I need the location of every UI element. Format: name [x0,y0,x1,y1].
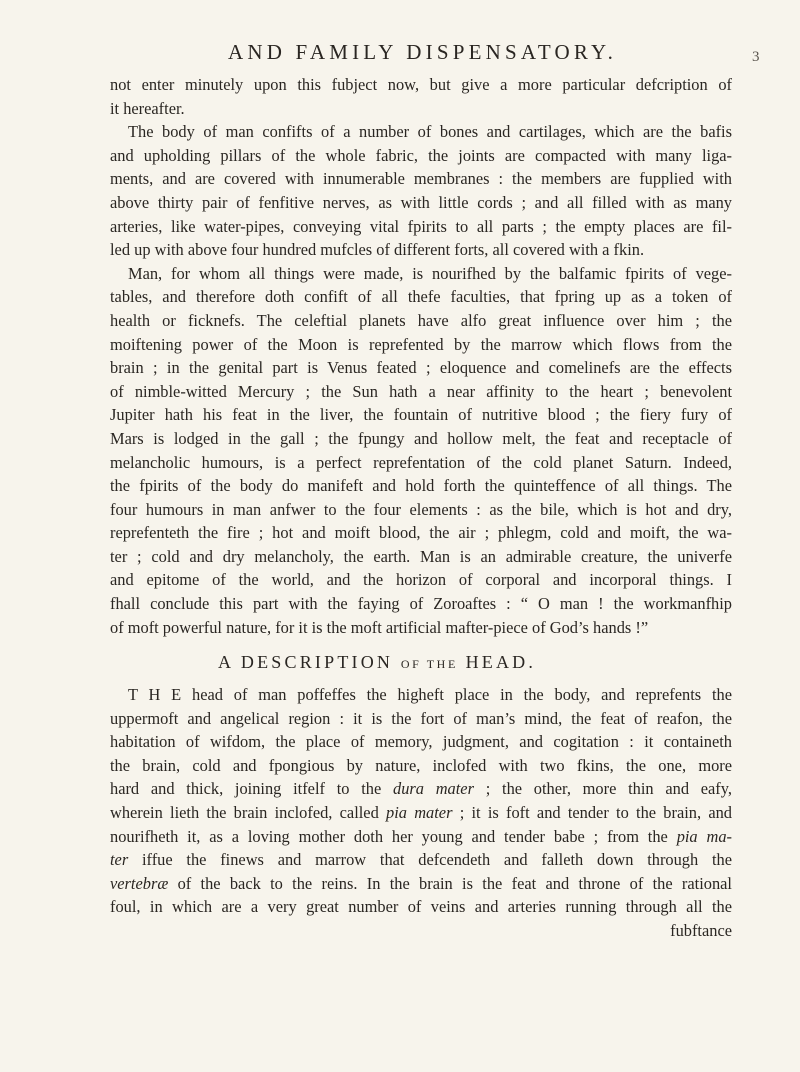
text-line: the fpirits of the body do manifeft and hold forth the quinteffence of all things. The [110,476,732,496]
text-line [110,825,732,849]
text-line: melancholic humours, is a perfect reprefentation of the cold planet Saturn. Indeed, [110,452,732,472]
text-line: of moft powerful nature, for it is the moft artificial mafter-piece of God’s hands !” [110,617,649,637]
text-line [110,848,732,872]
text-line: foul, in which are a very great number of veins and arteries running through all the [110,897,732,917]
text-line: uppermoft and angelical region : it is the fort of man’s mind, the feat of reafon, the [110,708,732,728]
page-number: 3 [752,49,760,65]
text-run: wherein lieth the brain inclofed, called [110,802,387,822]
section-heading [218,652,536,673]
text-line: not enter minutely upon this fubject now, but give a more particular defcription of [110,75,732,94]
text-run: hard and thick, joining itfelf to the [110,779,393,799]
text-line [110,801,732,825]
text-line: The body of man confifts of a number of bones and cartilages, which are the bafis [128,122,732,142]
text-line: above thirty pair of fenfitive nerves, as with little cords ; and all filled with as many [110,192,732,212]
section-heading-part: A DESCRIPTION [218,652,394,672]
text-line: the brain, cold and fpongious by nature, inclofed with two fkins, the one, more [110,755,732,775]
text-run: of the back to the reins. In the brain is the feat and throne of the rational [168,873,732,893]
text-line: health or ficknefs. The celeftial planets have alfo great influence over him ; the [110,310,732,330]
text-line: T H E head of man poffeffes the higheft place in the body, and reprefents the [128,685,732,704]
section-heading-part: OF THE [400,657,458,671]
text-line: tables, and therefore doth confift of all thefe faculties, that fpring up as a token of [110,287,732,307]
section-heading-part: HEAD. [465,652,537,672]
latin-term: pia mater [386,802,453,822]
running-head: AND FAMILY DISPENSATORY. [228,40,618,64]
body-text-2 [110,683,732,943]
text-line: it hereafter. [110,98,185,118]
text-run: ; it is foft and tender to the brain, and [452,802,732,822]
text-line: habitation of wifdom, the place of memory, judgment, and cogitation : it containeth [110,732,732,752]
text-line: and upholding pillars of the whole fabric, the joints are compacted with many liga- [110,145,732,165]
text-line [110,872,732,896]
text-run: nourifheth it, as a loving mother doth her young and tender babe ; from the [110,826,677,846]
text-run: iffue the finews and marrow that defcendeth and falleth down through the [128,850,732,870]
latin-term: vertebræ [110,873,169,893]
text-line [110,777,732,801]
text-run: ; the other, more thin and eafy, [473,779,732,799]
text-line: of nimble-witted Mercury ; the Sun hath a near affinity to the heart ; benevolent [110,381,732,401]
text-line: Mars is lodged in the gall ; the fpungy and hollow melt, the feat and receptacle of [110,428,732,448]
text-line: reprefenteth the fire ; hot and moift blood, the air ; phlegm, cold and moift, the wa- [110,523,732,543]
body-text-1 [110,73,732,639]
text-line: ments, and are covered with innumerable membranes : the members are fupplied with [110,169,732,189]
text-line: arteries, like water-pipes, conveying vital fpirits to all parts ; the empty places are fil- [110,216,732,236]
latin-term: dura mater [393,779,474,799]
latin-term: ter [110,850,129,870]
text-line: four humours in man anfwer to the four elements : as the bile, which is hot and dry, [110,499,732,519]
text-line: brain ; in the genital part is Venus feated ; eloquence and comelinefs are the effects [110,358,732,378]
text-line: led up with above four hundred mufcles of different forts, all covered with a fkin. [110,240,645,260]
text-line: Man, for whom all things were made, is nourifhed by the balfamic fpirits of vege- [128,263,732,283]
text-line: fhall conclude this part with the faying of Zoroaftes : “ O man ! the workmanfhip [110,594,732,614]
latin-term: pia ma- [676,826,732,846]
text-line: ter ; cold and dry melancholy, the earth. Man is an admirable creature, the univerfe [110,546,732,566]
text-line: moiftening power of the Moon is reprefented by the marrow which flows from the [110,334,732,354]
text-line: and epitome of the world, and the horizon of corporal and incorporal things. I [110,570,732,590]
text-line: Jupiter hath his feat in the liver, the fountain of nutritive blood ; the fiery fury of [110,405,732,425]
catchword: fubftance [670,920,732,940]
